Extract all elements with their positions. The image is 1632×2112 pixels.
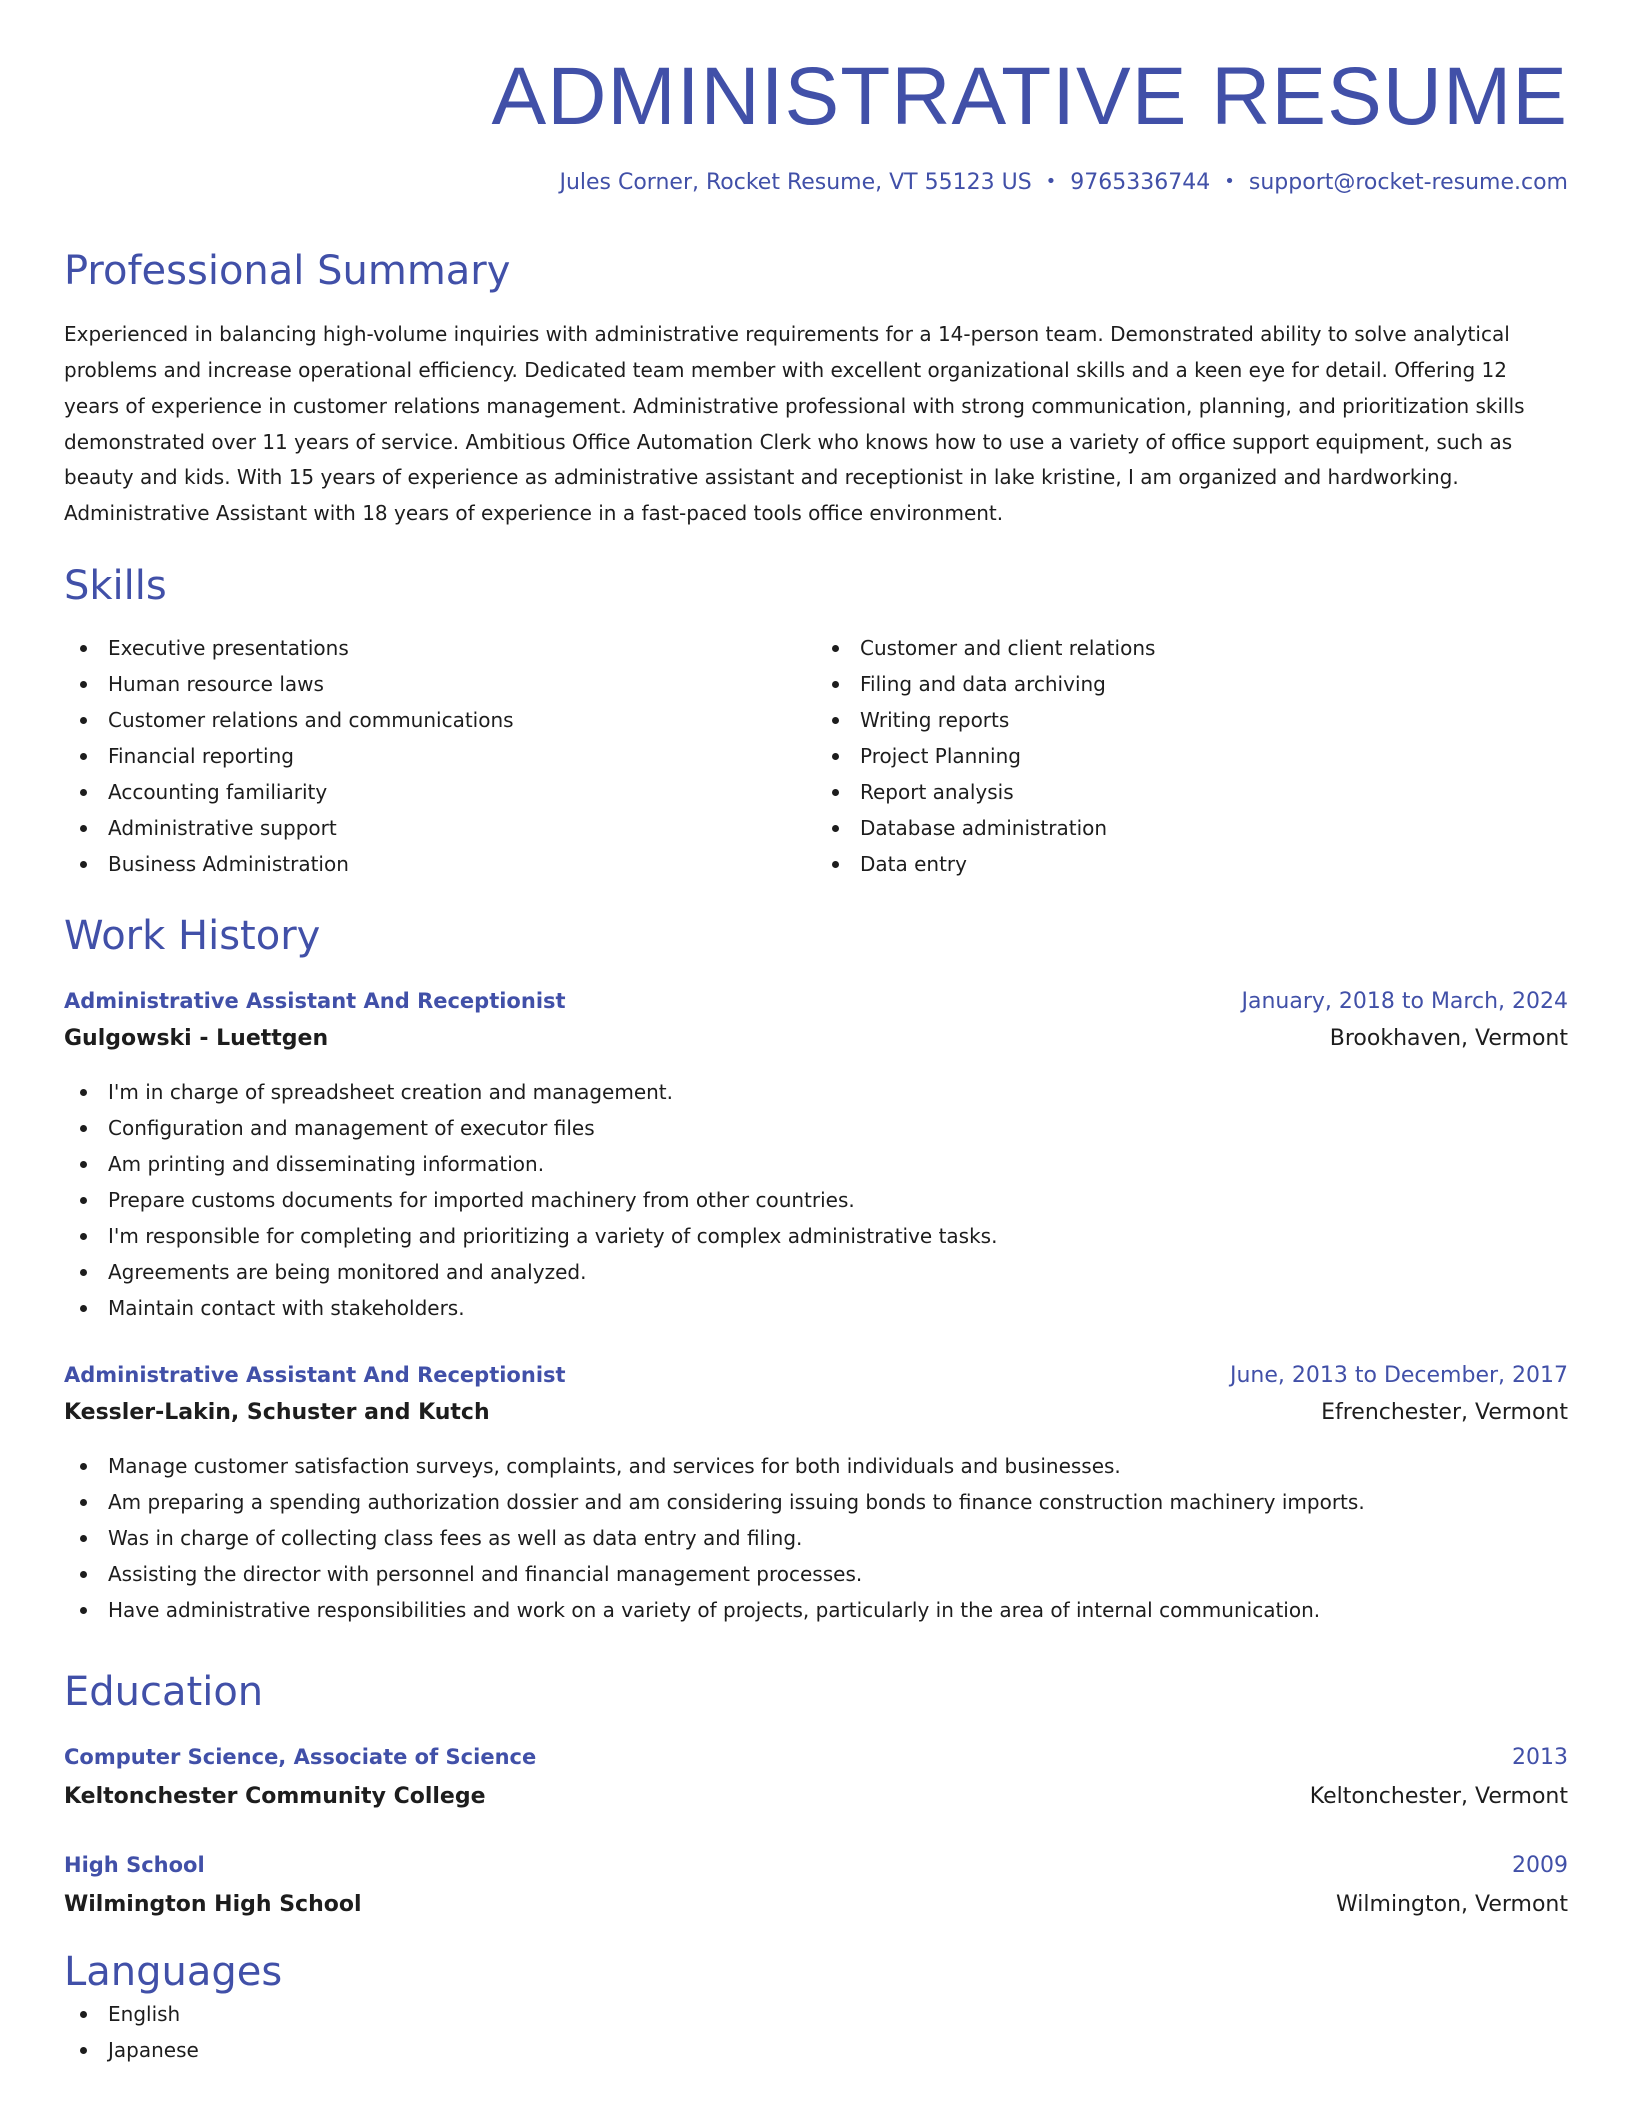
job-responsibilities bbox=[64, 1074, 1568, 1326]
responsibility-item: Am preparing a spending authorization dossier and am considering issuing bonds to finance construction machinery imports. bbox=[64, 1484, 1568, 1520]
responsibility-item: Configuration and management of executor files bbox=[64, 1110, 1568, 1146]
education-entry bbox=[64, 1850, 1568, 1920]
contact-phone: 9765336744 bbox=[1070, 170, 1211, 196]
contact-separator: • bbox=[1045, 171, 1057, 193]
education-degree: High School bbox=[64, 1852, 205, 1877]
responsibility-item: Prepare customs documents for imported machinery from other countries. bbox=[64, 1182, 1568, 1218]
responsibility-item: Assisting the director with personnel and financial management processes. bbox=[64, 1556, 1568, 1592]
education-location: Wilmington, Vermont bbox=[1336, 1891, 1568, 1917]
job-dates: June, 2013 to December, 2017 bbox=[1229, 1362, 1568, 1388]
skills-list bbox=[64, 630, 1568, 882]
skills-heading: Skills bbox=[64, 562, 167, 609]
resume-title: ADMINISTRATIVE RESUME bbox=[491, 51, 1568, 142]
job-entry bbox=[64, 1360, 1568, 1628]
skill-item: Business Administration bbox=[64, 846, 816, 882]
summary-text: Experienced in balancing high-volume inquiries with administrative requirements for a 14-person team. Demonstrated ability to solve analytical problems and increase operational efficiency. Dedicated team member with excellent organizational skills and a keen eye for detail. Offering 12 years of experience in customer relations management. Administrative professional with strong communication, planning, and prioritization skills demonstrated over 11 years of service. Ambitious Office Automation Clerk who knows how to use a variety of office support equipment, such as beauty and kids. With 15 years of experience as administrative assistant and receptionist in lake kristine, I am organized and hardworking. Administrative Assistant with 18 years of experience in a fast-paced tools office environment. bbox=[64, 322, 1525, 526]
skill-item: Financial reporting bbox=[64, 738, 816, 774]
responsibility-item: Am printing and disseminating information. bbox=[64, 1146, 1568, 1182]
skill-item: Customer and client relations bbox=[816, 630, 1568, 666]
education-degree: Computer Science, Associate of Science bbox=[64, 1744, 537, 1769]
education-heading: Education bbox=[64, 1668, 264, 1715]
education-entry bbox=[64, 1742, 1568, 1812]
language-item: English bbox=[64, 1996, 1568, 2032]
contact-email: support@rocket-resume.com bbox=[1248, 170, 1568, 196]
education-year: 2009 bbox=[1512, 1852, 1568, 1878]
contact-separator: • bbox=[1224, 171, 1235, 193]
job-location: Brookhaven, Vermont bbox=[1329, 1025, 1568, 1051]
education-year: 2013 bbox=[1512, 1744, 1568, 1770]
responsibility-item: I'm in charge of spreadsheet creation and management. bbox=[64, 1074, 1568, 1110]
job-employer: Kessler-Lakin, Schuster and Kutch bbox=[64, 1399, 490, 1425]
skills-column-right bbox=[816, 630, 1568, 882]
summary-heading: Professional Summary bbox=[64, 248, 511, 295]
job-title: Administrative Assistant And Receptionist bbox=[64, 988, 566, 1013]
education-header bbox=[64, 1742, 1568, 1773]
skill-item: Database administration bbox=[816, 810, 1568, 846]
contact-line bbox=[64, 170, 1568, 195]
languages-heading: Languages bbox=[64, 1948, 283, 1995]
responsibility-item: Was in charge of collecting class fees as well as data entry and filing. bbox=[64, 1520, 1568, 1556]
education-subheader bbox=[64, 1890, 1568, 1920]
work-history-heading: Work History bbox=[64, 912, 321, 959]
job-employer: Gulgowski - Luettgen bbox=[64, 1025, 329, 1051]
job-location: Efrenchester, Vermont bbox=[1321, 1399, 1568, 1425]
skills-column-left bbox=[64, 630, 816, 882]
skill-item: Accounting familiarity bbox=[64, 774, 816, 810]
education-school: Keltonchester Community College bbox=[64, 1783, 486, 1809]
responsibility-item: Agreements are being monitored and analyzed. bbox=[64, 1254, 1568, 1290]
education-header bbox=[64, 1850, 1568, 1881]
job-entry bbox=[64, 986, 1568, 1326]
skill-item: Writing reports bbox=[816, 702, 1568, 738]
skill-item: Filing and data archiving bbox=[816, 666, 1568, 702]
contact-address: Jules Corner, Rocket Resume, VT 55123 US bbox=[559, 170, 1032, 196]
skill-item: Data entry bbox=[816, 846, 1568, 882]
job-subheader bbox=[64, 1398, 1568, 1428]
languages-list bbox=[64, 1996, 1568, 2068]
skill-item: Report analysis bbox=[816, 774, 1568, 810]
skill-item: Human resource laws bbox=[64, 666, 816, 702]
language-item: Japanese bbox=[64, 2032, 1568, 2068]
responsibility-item: Maintain contact with stakeholders. bbox=[64, 1290, 1568, 1326]
job-subheader bbox=[64, 1024, 1568, 1054]
education-school: Wilmington High School bbox=[64, 1891, 362, 1917]
education-location: Keltonchester, Vermont bbox=[1309, 1783, 1568, 1809]
skill-item: Customer relations and communications bbox=[64, 702, 816, 738]
job-responsibilities bbox=[64, 1448, 1568, 1628]
responsibility-item: I'm responsible for completing and prioritizing a variety of complex administrative tasks. bbox=[64, 1218, 1568, 1254]
skill-item: Project Planning bbox=[816, 738, 1568, 774]
skill-item: Administrative support bbox=[64, 810, 816, 846]
responsibility-item: Manage customer satisfaction surveys, complaints, and services for both individuals and businesses. bbox=[64, 1448, 1568, 1484]
responsibility-item: Have administrative responsibilities and work on a variety of projects, particularly in the area of internal communication. bbox=[64, 1592, 1568, 1628]
job-title: Administrative Assistant And Receptionist bbox=[64, 1362, 566, 1387]
skill-item: Executive presentations bbox=[64, 630, 816, 666]
job-dates: January, 2018 to March, 2024 bbox=[1241, 988, 1568, 1014]
job-header bbox=[64, 1360, 1568, 1391]
education-subheader bbox=[64, 1782, 1568, 1812]
job-header bbox=[64, 986, 1568, 1017]
